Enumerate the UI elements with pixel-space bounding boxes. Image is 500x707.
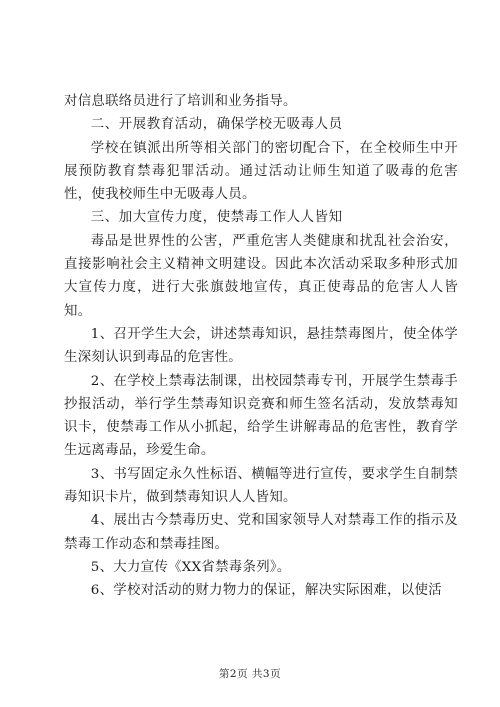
list-item: 5、大力宣传《XX省禁毒条列》。 (90, 559, 291, 575)
list-item: 2、在学校上禁毒法制课，出校园禁毒专刊，开展学生禁毒手抄报活动，举行学生禁毒知识竞赛和师生签名活动，发放禁毒知识卡，使禁毒工作从小抓起，给学生讲解毒品的危害性，教育学生远离毒品，珍爱生命。 (64, 373, 458, 459)
section-heading: 三、加大宣传力度，使禁毒工作人人皆知 (90, 210, 343, 226)
list-item: 4、展出古今禁毒历史、党和国家领导人对禁毒工作的指示及禁毒工作动态和禁毒挂图。 (64, 513, 458, 552)
paragraph: 对信息联络员进行了培训和业务指导。 (64, 94, 297, 109)
document-body (64, 90, 458, 603)
page-number-footer: 第2页 共3页 (218, 668, 282, 680)
list-item: 6、学校对活动的财力物力的保证，解决实际困难，以使活 (90, 583, 442, 599)
list-item: 1、召开学生大会，讲述禁毒知识，悬挂禁毒图片，使全体学生深刻认识到毒品的危害性。 (64, 326, 458, 366)
paragraph: 毒品是世界性的公害，严重危害人类健康和扰乱社会治安，直接影响社会主义精神文明建设。因此本次活动采取多种形式加大宣传力度，进行大张旗鼓地宣传，真正使毒品的危害人人皆知。 (64, 233, 458, 319)
list-item: 3、书写固定永久性标语、横幅等进行宣传，要求学生自制禁毒知识卡片，做到禁毒知识人人皆知。 (64, 466, 458, 506)
paragraph: 学校在镇派出所等相关部门的密切配合下，在全校师生中开展预防教育禁毒犯罪活动。通过活动让师生知道了吸毒的危害性，使我校师生中无吸毒人员。 (64, 140, 458, 203)
section-heading: 二、开展教育活动，确保学校无吸毒人员 (90, 117, 343, 133)
